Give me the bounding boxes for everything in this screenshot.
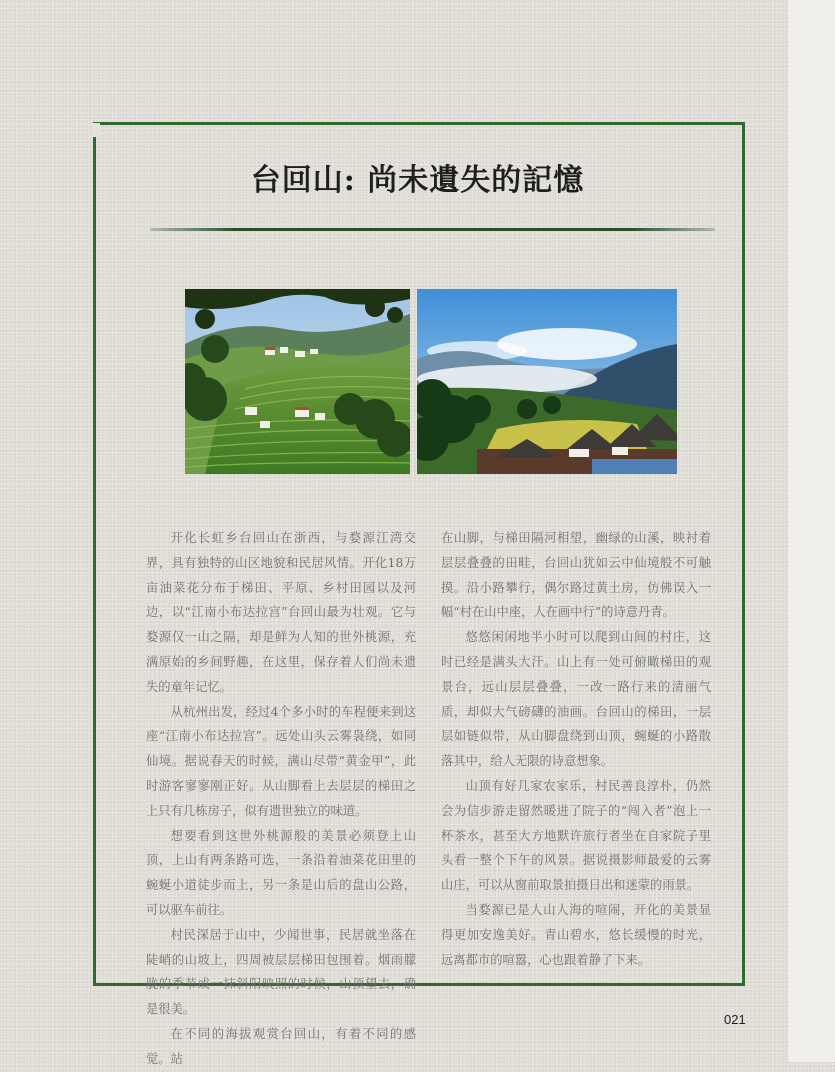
terraced-village-hillside-photo	[185, 289, 410, 474]
page-number: 021	[724, 1012, 746, 1027]
paragraph-7: 山顶有好几家农家乐，村民善良淳朴，仍然会为信步游走留然暖进了院子的“闯入者”泡上一杯茶水，甚至大方地默许旅行者坐在自家院子里头看一整个下午的风景。据说摄影师最爱的云雾山庄，可以从窗前取景拍摄日出和迷蒙的雨景。	[441, 778, 711, 893]
terraced-village-hillside-image	[185, 289, 410, 474]
article-column-right	[441, 526, 711, 972]
paragraph-5: 在不同的海拔观赏台回山，有着不同的感觉。站	[146, 1026, 416, 1066]
misty-mountain-village-photo	[417, 289, 677, 474]
paragraph-2: 从杭州出发，经过4个多小时的车程便来到这座“江南小布达拉宫”。远处山头云雾袅绕，如同仙境。据说春天的时候，满山尽带“黄金甲”，此时游客寥寥刚正好。从山脚看上去层层的梯田之上只有几栋房子，似有遗世独立的味道。	[146, 704, 416, 818]
article-column-left	[146, 526, 416, 1072]
paragraph-8: 当婺源已是人山人海的喧闹，开化的美景显得更加安逸美好。青山碧水，悠长缓慢的时光，远离都市的喧嚣，心也跟着静了下来。	[441, 902, 711, 967]
paragraph-3: 想要看到这世外桃源般的美景必须登上山顶，上山有两条路可选，一条沿着油菜花田里的蜿蜒小道徒步而上，另一条是山后的盘山公路，可以驱车前往。	[146, 828, 416, 917]
paragraph-5-continued: 在山脚，与梯田隔河相望，幽绿的山溪，映衬着层层叠叠的田畦，台回山犹如云中仙境般不可触摸。沿小路攀行，偶尔路过黄土房，仿佛误入一幅“村在山中座，人在画中行”的诗意丹青。	[441, 531, 711, 620]
paragraph-1: 开化长虹乡台回山在浙西，与婺源江湾交界，具有独特的山区地貌和民居风情。开化18万亩油菜花分布于梯田、平原、乡村田园以及河边，以“江南小布达拉宫”台回山最为壮观。它与婺源仅一山之隔，却是鲜为人知的世外桃源，充满原始的乡间野趣，在这里，保存着人们尚未遗失的童年记忆。	[146, 531, 416, 694]
article-title: 台回山: 尚未遺失的記憶	[250, 163, 585, 198]
paragraph-6: 悠悠闲闲地半小时可以爬到山间的村庄，这时已经是满头大汗。山上有一处可俯瞰梯田的观景台，远山层层叠叠，一改一路行来的清丽气质，却似大气磅礴的油画。台回山的梯田，一层层如链似带，从山脚盘绕到山顶，蜿蜒的小路散落其中，给人无限的诗意想象。	[441, 630, 711, 769]
misty-mountain-village-image	[417, 289, 677, 474]
paragraph-4: 村民深居于山中，少闻世事，民居就坐落在陡峭的山坡上，四周被层层梯田包围着。烟雨朦胧的季节或一抹斜阳映照的时候，山顶望去，确是很美。	[146, 927, 416, 1017]
title-underline	[150, 228, 715, 231]
